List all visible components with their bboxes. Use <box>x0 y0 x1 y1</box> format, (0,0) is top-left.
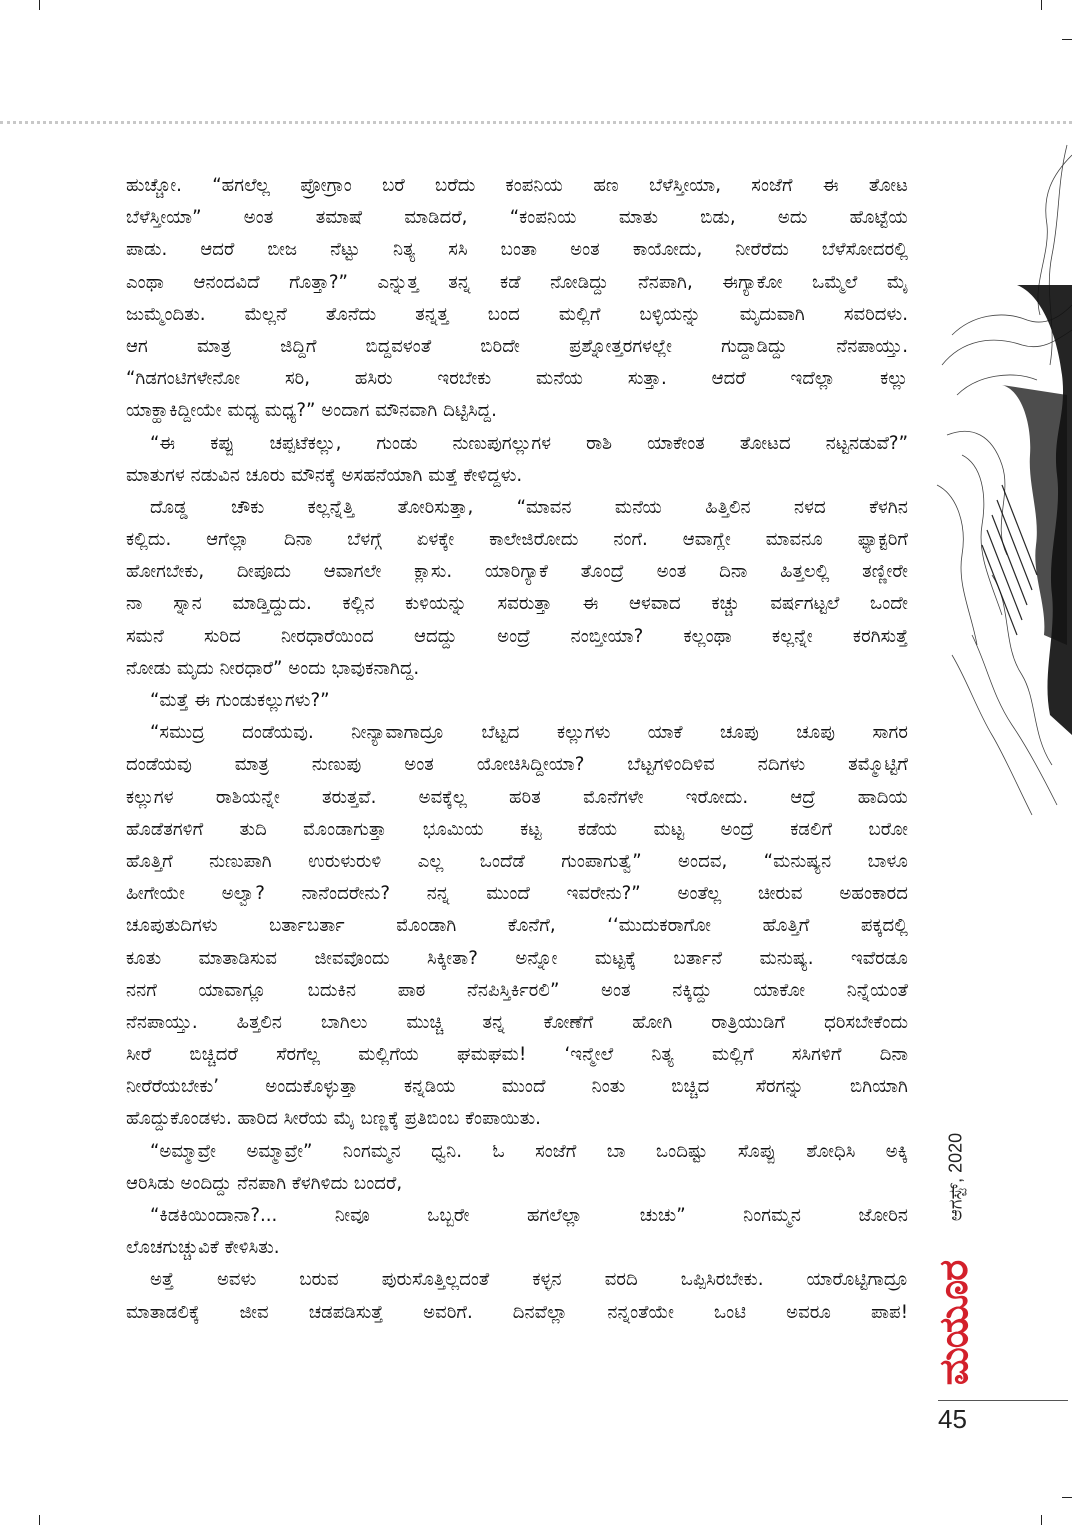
text-line: ಆರಿಸಿಡು ಅಂದಿದ್ದು ನೆನಪಾಗಿ ಕೆಳಗಿಳಿದು ಬಂದರೆ, <box>126 1172 403 1194</box>
text-line: ಹುಚ್ಚೋ. “ಹಗಲೆಲ್ಲ ಪ್ರೋಗ್ರಾಂ ಬರೆ ಬರೆದು ಕಂಪನಿಯ ಹಣ ಬೆಳೆಸ್ತೀಯಾ, ಸಂಜೆಗೆ ಈ ತೋಟ <box>126 175 908 196</box>
text-line: ಕಲ್ಲುಗಳ ರಾಶಿಯನ್ನೇ ತರುತ್ತವೆ. ಅವಕ್ಕೆಲ್ಲ ಹರಿತ ಮೊನೆಗಳೇ ಇರೋದು. ಆದ್ರೆ ಹಾದಿಯ <box>126 786 908 808</box>
text-line: ಸೀರೆ ಬಿಚ್ಚಿದರೆ ಸೆರಗೆಲ್ಲ ಮಲ್ಲಿಗೆಯ ಘಮಘಮ! ‘ಇನ್ಮೇಲೆ ನಿತ್ಯ ಮಲ್ಲಿಗೆ ಸಸಿಗಳಿಗೆ ದಿನಾ <box>126 1044 908 1066</box>
page-number-rule <box>938 1400 1068 1401</box>
text-line: ಮಾತಾಡಲಿಕ್ಕೆ ಜೀವ ಚಡಪಡಿಸುತ್ತೆ ಅವರಿಗೆ. ದಿನವೆಲ್ಲಾ ನನ್ನಂತೆಯೇ ಒಂಟಿ ಅವರೂ ಪಾಪ! <box>126 1301 908 1323</box>
text-line: “ಗಿಡಗಂಟಿಗಳೇನೋ ಸರಿ, ಹಸಿರು ಇರಬೇಕು ಮನೆಯ ಸುತ್ತಾ. ಆದರೆ ಇದೆಲ್ಲಾ ಕಲ್ಲು <box>126 368 908 390</box>
text-line: ಹೀಗೇಯೇ ಅಲ್ವಾ? ನಾನೆಂದರೇನು? ನನ್ನ ಮುಂದೆ ಇವರೇನು?” ಅಂತೆಲ್ಲ ಚೀರುವ ಅಹಂಕಾರದ <box>126 883 908 905</box>
crop-mark-top-left <box>39 0 40 10</box>
text-line: “ಕಿಡಕಿಯಿಂದಾನಾ?... ನೀವೂ ಒಬ್ಬರೇ ಹಗಲೆಲ್ಲಾ ಚುಚು” ನಿಂಗಮ್ಮನ ಜೋರಿನ <box>150 1205 908 1226</box>
text-line: ಹೊದ್ದುಕೊಂಡಳು. ಹಾರಿದ ಸೀರೆಯ ಮೈ ಬಣ್ಣಕ್ಕೆ ಪ್ರತಿಬಿಂಬ ಕೆಂಪಾಯಿತು. <box>126 1108 541 1130</box>
magazine-logo <box>930 1250 978 1395</box>
text-line: ಹೊಡೆತಗಳಿಗೆ ತುದಿ ಮೊಂಡಾಗುತ್ತಾ ಭೂಮಿಯ ಕಟ್ಟ ಕಡೆಯ ಮಟ್ಟ ಅಂದ್ರೆ ಕಡಲಿಗೆ ಬರೋ <box>126 818 908 840</box>
text-line: ಜುಮ್ಮೆಂದಿತು. ಮೆಲ್ಲನೆ ತೊನೆದು ತನ್ನತ್ತ ಬಂದ ಮಲ್ಲಿಗೆ ಬಳ್ಳಿಯನ್ನು ಮೃದುವಾಗಿ ಸವರಿದಳು. <box>126 303 908 325</box>
text-line: ನೀರೆರೆಯಬೇಕು’ ಅಂದುಕೊಳ್ಳುತ್ತಾ ಕನ್ನಡಿಯ ಮುಂದೆ ನಿಂತು ಬಿಚ್ಚಿದ ಸೆರಗನ್ನು ಬಿಗಿಯಾಗಿ <box>126 1076 908 1098</box>
text-line: ದಂಡೆಯವು ಮಾತ್ರ ನುಣುಪು ಅಂತ ಯೋಚಿಸಿದ್ದೀಯಾ? ಬೆಟ್ಟಗಳಿಂದಿಳಿವ ನದಿಗಳು ತಮ್ಮೊಟ್ಟಿಗೆ <box>126 754 908 776</box>
text-line: “ಮತ್ತೆ ಈ ಗುಂಡುಕಲ್ಲುಗಳು?” <box>150 690 330 711</box>
text-line: “ಅಮ್ಮಾವ್ರೇ ಅಮ್ಮಾವ್ರೇ” ನಿಂಗಮ್ಮನ ಧ್ವನಿ. ಓ ಸಂಜೆಗೆ ಬಾ ಒಂದಿಷ್ಟು ಸೊಪ್ಪು ಶೋಧಿಸಿ ಅಕ್ಕಿ <box>150 1140 908 1162</box>
text-line: ದೊಡ್ಡ ಚೌಕು ಕಲ್ಲನ್ನೆತ್ತಿ ತೋರಿಸುತ್ತಾ, “ಮಾವನ ಮನೆಯ ಹಿತ್ತಿಲಿನ ನಳದ ಕೆಳಗಿನ <box>150 496 908 518</box>
text-line: ಹೋಗಬೇಕು, ದೀಪೂದು ಆವಾಗಲೇ ಕ್ಲಾಸು. ಯಾರಿಗ್ಯಾಕೆ ತೊಂದ್ರೆ ಅಂತ ದಿನಾ ಹಿತ್ತಲಲ್ಲಿ ತಣ್ಣೀರೇ <box>126 561 908 583</box>
crop-mark-right-upper <box>1062 39 1072 40</box>
header-dotted-rule <box>0 121 1072 124</box>
page-number: 45 <box>938 1404 967 1434</box>
text-line: ಅತ್ತೆ ಅವಳು ಬರುವ ಪುರುಸೊತ್ತಿಲ್ಲದಂತೆ ಕಳ್ಳನ ವರದಿ ಒಪ್ಪಿಸಿರಬೇಕು. ಯಾರೊಟ್ಟಿಗಾದ್ರೂ <box>150 1269 908 1291</box>
text-line: ಪಾಡು. ಆದರೆ ಬೀಜ ನೆಟ್ಟು ನಿತ್ಯ ಸಸಿ ಬಂತಾ ಅಂತ ಕಾಯೋದು, ನೀರೆರೆದು ಬೆಳೆಸೋದರಲ್ಲಿ <box>126 239 908 261</box>
issue-date-vertical <box>936 1112 976 1242</box>
text-line: ಲೊಚಗುಚ್ಚುವಿಕೆ ಕೇಳಿಸಿತು. <box>126 1237 280 1259</box>
text-line: ನಾ ಸ್ನಾನ ಮಾಡ್ತಿದ್ದುದು. ಕಲ್ಲಿನ ಕುಳಿಯನ್ನು ಸವರುತ್ತಾ ಈ ಆಳವಾದ ಕಚ್ಚು ವರ್ಷಗಟ್ಟಲೆ ಒಂದೇ <box>126 593 908 615</box>
crop-mark-right-lower <box>1062 1497 1072 1498</box>
text-line: ಬೆಳೆಸ್ತೀಯಾ” ಅಂತ ತಮಾಷೆ ಮಾಡಿದರೆ, “ಕಂಪನಿಯ ಮಾತು ಬಿಡು, ಅದು ಹೊಟ್ಟೆಯ <box>126 207 908 229</box>
text-line: ಸಮನೆ ಸುರಿದ ನೀರಧಾರೆಯಿಂದ ಆದದ್ದು ಅಂದ್ರೆ ನಂಬ್ತೀಯಾ? ಕಲ್ಲಂಥಾ ಕಲ್ಲನ್ನೇ ಕರಗಿಸುತ್ತೆ <box>126 625 908 647</box>
text-line: ಯಾಕ್ಹಾಕಿದ್ದೀಯೇ ಮಧ್ಯ ಮಧ್ಯ?” ಅಂದಾಗ ಮೌನವಾಗಿ ದಿಟ್ಟಿಸಿದ್ದ. <box>126 400 497 422</box>
magazine-name: ಮಯೂರ <box>931 1260 977 1385</box>
text-line: ಮಾತುಗಳ ನಡುವಿನ ಚೂರು ಮೌನಕ್ಕೆ ಅಸಹನೆಯಾಗಿ ಮತ್ತೆ ಕೇಳಿದ್ದಳು. <box>126 464 523 486</box>
text-line: ಕೂತು ಮಾತಾಡಿಸುವ ಜೀವವೊಂದು ಸಿಕ್ಕೀತಾ? ಅನ್ನೋ ಮಟ್ಟಕ್ಕೆ ಬರ್ತಾನೆ ಮನುಷ್ಯ. ಇವೆರಡೂ <box>126 947 908 969</box>
text-line: ನೆನಪಾಯ್ತು. ಹಿತ್ತಲಿನ ಬಾಗಿಲು ಮುಚ್ಚಿ ತನ್ನ ಕೋಣೆಗೆ ಹೋಗಿ ರಾತ್ರಿಯುಡಿಗೆ ಧರಿಸಬೇಕೆಂದು <box>126 1011 908 1033</box>
crop-mark-bottom-right <box>1041 1515 1042 1525</box>
text-line: ನೋಡು ಮೃದು ನೀರಧಾರೆ” ಅಂದು ಭಾವುಕನಾಗಿದ್ದ. <box>126 657 420 679</box>
ink-sketch-illustration <box>932 135 1072 825</box>
crop-mark-bottom-left <box>39 1515 40 1525</box>
article-body <box>126 170 908 1329</box>
text-line: “ಸಮುದ್ರ ದಂಡೆಯವು. ನೀನ್ಯಾವಾಗಾದ್ರೂ ಬೆಟ್ಟದ ಕಲ್ಲುಗಳು ಯಾಕೆ ಚೂಪು ಚೂಪು ಸಾಗರ <box>150 722 908 744</box>
text-line: “ಈ ಕಪ್ಪು ಚಪ್ಪಟೆಕಲ್ಲು, ಗುಂಡು ನುಣುಪುಗಲ್ಲುಗಳ ರಾಶಿ ಯಾಕೇಂತ ತೋಟದ ನಟ್ಟನಡುವೆ?” <box>150 432 908 454</box>
text-line: ಹೊತ್ತಿಗೆ ನುಣುಪಾಗಿ ಉರುಳುರುಳಿ ಎಲ್ಲ ಒಂದೆಡೆ ಗುಂಪಾಗುತ್ವೆ” ಅಂದವ, “ಮನುಷ್ಯನ ಬಾಳೂ <box>126 850 908 872</box>
text-line: ಚೂಪುತುದಿಗಳು ಬರ್ತಾಬರ್ತಾ ಮೊಂಡಾಗಿ ಕೊನೆಗೆ, ‘‘ಮುದುಕರಾಗೋ ಹೊತ್ತಿಗೆ ಪಕ್ಕದಲ್ಲಿ <box>126 915 908 937</box>
text-line: ಕಲ್ಲಿದು. ಆಗೆಲ್ಲಾ ದಿನಾ ಬೆಳಗ್ಗೆ ಏಳಕ್ಕೇ ಕಾಲೇಜಿರೋದು ನಂಗೆ. ಆವಾಗ್ಲೇ ಮಾವನೂ ಫ್ಯಾಕ್ಟರಿಗೆ <box>126 529 908 551</box>
issue-date: ಆಗಸ್ಟ್, 2020 <box>945 1132 966 1222</box>
text-line: ಆಗ ಮಾತ್ರ ಜಿದ್ದಿಗೆ ಬಿದ್ದವಳಂತೆ ಬಿರಿದೇ ಪ್ರಶ್ನೋತ್ತರಗಳಲ್ಲೇ ಗುದ್ದಾಡಿದ್ದು ನೆನಪಾಯ್ತು. <box>126 335 908 357</box>
text-line: ಎಂಥಾ ಆನಂದವಿದೆ ಗೊತ್ತಾ?” ಎನ್ನುತ್ತ ತನ್ನ ಕಡೆ ನೋಡಿದ್ದು ನೆನಪಾಗಿ, ಈಗ್ಯಾಕೋ ಒಮ್ಮೆಲೆ ಮೈ <box>126 271 908 293</box>
text-line: ನನಗೆ ಯಾವಾಗ್ಲೂ ಬದುಕಿನ ಪಾಠ ನೆನಪಿಸ್ತಿರ್ಕಿರಲಿ” ಅಂತ ನಕ್ಕಿದ್ದು ಯಾಕೋ ನಿನ್ನೆಯಂತೆ <box>126 979 908 1001</box>
crop-mark-top-right <box>1041 0 1042 10</box>
